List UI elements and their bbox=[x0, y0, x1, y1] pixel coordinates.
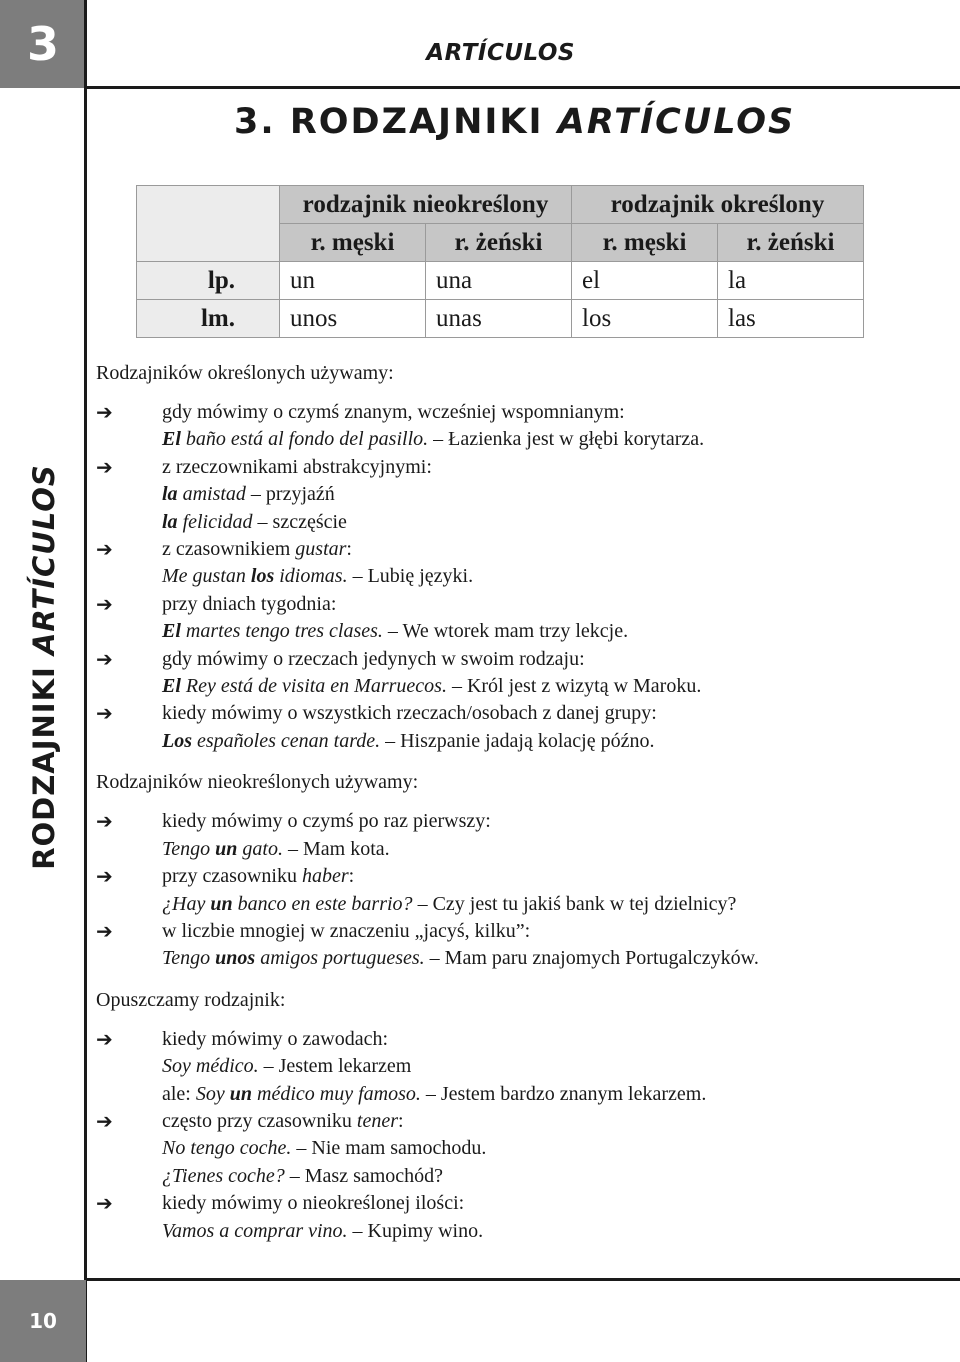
polish-text: – We wtorek mam trzy lekcje. bbox=[382, 620, 629, 643]
polish-text: w liczbie mnogiej w znaczeniu „jacyś, kilku”: bbox=[162, 919, 531, 942]
spanish-text: ¿Hay bbox=[162, 892, 211, 915]
list-item-lines bbox=[162, 918, 936, 973]
arrow-bullet-icon: ➔ bbox=[96, 918, 113, 943]
list-item bbox=[96, 700, 936, 755]
page-title bbox=[234, 102, 795, 142]
page-number-box bbox=[0, 1280, 86, 1362]
arrow-bullet-icon: ➔ bbox=[96, 646, 113, 671]
example-line bbox=[162, 481, 936, 508]
table-row bbox=[137, 262, 864, 300]
section-heading: Rodzajników określonych używamy: bbox=[96, 362, 394, 384]
side-title-italic: ARTÍCULOS bbox=[27, 464, 61, 656]
table-header-row bbox=[137, 186, 864, 224]
rule-text bbox=[162, 1026, 936, 1053]
polish-text: : bbox=[348, 865, 355, 888]
polish-text: kiedy mówimy o czymś po raz pierwszy: bbox=[162, 810, 491, 833]
table-gender-header: r. męski bbox=[572, 224, 718, 262]
spanish-text: médico muy famoso. bbox=[252, 1082, 421, 1105]
article-highlight: un bbox=[215, 837, 238, 860]
polish-text: kiedy mówimy o wszystkich rzeczach/osobach z danej grupy: bbox=[162, 702, 657, 725]
list-item bbox=[96, 863, 936, 918]
section-gap bbox=[96, 973, 936, 987]
rule-text bbox=[162, 536, 936, 563]
spanish-text: Tengo bbox=[162, 947, 216, 970]
article-highlight: El bbox=[162, 428, 181, 451]
vertical-rule bbox=[84, 0, 87, 1362]
polish-text: – Czy jest tu jakiś bank w tej dzielnicy? bbox=[412, 892, 737, 915]
table-cell: unos bbox=[280, 300, 426, 338]
table-row-label: lp. bbox=[137, 262, 280, 300]
polish-text: z rzeczownikami abstrakcyjnymi: bbox=[162, 455, 432, 478]
running-header: ARTÍCULOS bbox=[426, 40, 575, 66]
polish-text: przy dniach tygodnia: bbox=[162, 592, 337, 615]
article-highlight: la bbox=[162, 483, 178, 506]
list-item-lines bbox=[162, 1190, 936, 1245]
spanish-text: felicidad bbox=[177, 510, 253, 533]
example-line bbox=[162, 891, 936, 918]
example-line bbox=[162, 728, 936, 755]
arrow-bullet-icon: ➔ bbox=[96, 809, 113, 834]
table-row-label: lm. bbox=[137, 300, 280, 338]
example-line bbox=[162, 1163, 936, 1190]
arrow-bullet-icon: ➔ bbox=[96, 1108, 113, 1133]
rule-text bbox=[162, 863, 936, 890]
list-item bbox=[96, 918, 936, 973]
table-cell: la bbox=[718, 262, 864, 300]
section-gap bbox=[96, 755, 936, 769]
list-item bbox=[96, 646, 936, 701]
page-number: 10 bbox=[29, 1309, 57, 1333]
spanish-text: gustar bbox=[295, 538, 347, 561]
example-line bbox=[162, 618, 936, 645]
table-cell: las bbox=[718, 300, 864, 338]
table-gender-header: r. żeński bbox=[718, 224, 864, 262]
spanish-text: banco en este barrio? bbox=[232, 892, 413, 915]
rule-text bbox=[162, 591, 936, 618]
example-line bbox=[162, 426, 936, 453]
polish-text: – Łazienka jest w głębi korytarza. bbox=[428, 428, 705, 451]
polish-text: kiedy mówimy o nieokreślonej ilości: bbox=[162, 1192, 465, 1215]
spanish-text: Soy bbox=[195, 1082, 230, 1105]
spanish-text: gato. bbox=[237, 837, 283, 860]
polish-text: – Nie mam samochodu. bbox=[291, 1137, 487, 1160]
spanish-text: tener bbox=[356, 1109, 399, 1132]
list-item bbox=[96, 1108, 936, 1190]
list-item bbox=[96, 536, 936, 591]
rule-text bbox=[162, 399, 936, 426]
spanish-text: baño está al fondo del pasillo. bbox=[180, 428, 429, 451]
list-item-lines bbox=[162, 536, 936, 591]
polish-text: przy czasowniku bbox=[162, 865, 302, 888]
example-line bbox=[162, 836, 936, 863]
article-highlight: El bbox=[162, 620, 181, 643]
list-item bbox=[96, 454, 936, 536]
list-item bbox=[96, 591, 936, 646]
article-highlight: un bbox=[229, 1082, 253, 1105]
list-item bbox=[96, 1190, 936, 1245]
rule-text bbox=[162, 918, 936, 945]
table-group-header: rodzajnik nieokreślony bbox=[280, 186, 572, 224]
arrow-bullet-icon: ➔ bbox=[96, 1026, 113, 1051]
list-item bbox=[96, 1026, 936, 1108]
list-item-lines bbox=[162, 1026, 936, 1108]
polish-text: – Lubię języki. bbox=[347, 565, 474, 588]
article-highlight: El bbox=[162, 675, 181, 698]
spanish-text: No tengo coche. bbox=[162, 1137, 292, 1160]
rule-list bbox=[96, 808, 936, 972]
chapter-number: 3 bbox=[26, 17, 59, 71]
polish-text: gdy mówimy o czymś znanym, wcześniej wspomnianym: bbox=[162, 401, 625, 423]
rule-text bbox=[162, 1190, 936, 1217]
example-line bbox=[162, 1135, 936, 1162]
list-item-lines bbox=[162, 863, 936, 918]
arrow-bullet-icon: ➔ bbox=[96, 591, 113, 616]
polish-text: gdy mówimy o rzeczach jedynych w swoim rodzaju: bbox=[162, 647, 585, 670]
table-cell: un bbox=[280, 262, 426, 300]
section-heading: Opuszczamy rodzajnik: bbox=[96, 988, 286, 1011]
table-gender-header: r. męski bbox=[280, 224, 426, 262]
list-item-lines bbox=[162, 454, 936, 536]
table-cell: los bbox=[572, 300, 718, 338]
rule-text bbox=[162, 808, 936, 835]
rules-content bbox=[96, 360, 936, 1245]
polish-text: : bbox=[346, 538, 352, 561]
side-title-normal: RODZAJNIKI bbox=[27, 655, 61, 870]
table-corner bbox=[137, 186, 280, 262]
rule-text bbox=[162, 1108, 936, 1135]
spanish-text: Rey está de visita en Marruecos. bbox=[180, 675, 447, 698]
spanish-text: españoles cenan tarde. bbox=[192, 729, 381, 752]
example-line bbox=[162, 563, 936, 590]
polish-text: – Jestem lekarzem bbox=[258, 1055, 412, 1078]
polish-text: – Jestem bardzo znanym lekarzem. bbox=[420, 1082, 707, 1105]
polish-text: : bbox=[398, 1109, 404, 1132]
polish-text: z czasownikiem bbox=[162, 538, 296, 561]
polish-text: – przyjaźń bbox=[245, 483, 335, 506]
list-item-lines bbox=[162, 1108, 936, 1190]
rule-text bbox=[162, 646, 936, 673]
arrow-bullet-icon: ➔ bbox=[96, 454, 113, 479]
arrow-bullet-icon: ➔ bbox=[96, 864, 113, 889]
example-line bbox=[162, 1053, 936, 1080]
page-title-italic: ARTÍCULOS bbox=[557, 102, 796, 142]
list-item-lines bbox=[162, 399, 936, 454]
arrow-bullet-icon: ➔ bbox=[96, 1191, 113, 1216]
table-cell: el bbox=[572, 262, 718, 300]
arrow-bullet-icon: ➔ bbox=[96, 400, 113, 424]
rule-text bbox=[162, 454, 936, 481]
example-line bbox=[162, 1081, 936, 1108]
rule-text bbox=[162, 700, 936, 727]
side-title-wrap bbox=[24, 464, 64, 870]
table-group-header: rodzajnik określony bbox=[572, 186, 864, 224]
example-line bbox=[162, 673, 936, 700]
polish-text: – Król jest z wizytą w Maroku. bbox=[446, 675, 702, 698]
polish-text: – Mam paru znajomych Portugalczyków. bbox=[424, 947, 759, 970]
table-cell: una bbox=[426, 262, 572, 300]
spanish-text: haber bbox=[301, 865, 349, 888]
list-item-lines bbox=[162, 700, 936, 755]
arrow-bullet-icon: ➔ bbox=[96, 537, 113, 562]
list-item-lines bbox=[162, 808, 936, 863]
chapter-number-box bbox=[0, 0, 86, 88]
list-item bbox=[96, 808, 936, 863]
rule-list bbox=[96, 1026, 936, 1245]
article-highlight: un bbox=[210, 892, 233, 915]
section-heading: Rodzajników nieokreślonych używamy: bbox=[96, 771, 419, 794]
list-item-lines bbox=[162, 591, 936, 646]
spanish-text: amigos portugueses. bbox=[255, 947, 425, 970]
polish-text: często przy czasowniku bbox=[162, 1109, 357, 1132]
spanish-text: idiomas. bbox=[274, 565, 348, 588]
example-line bbox=[162, 1218, 936, 1245]
table-row bbox=[137, 300, 864, 338]
polish-text: ale: bbox=[162, 1082, 196, 1105]
spanish-text: Me gustan bbox=[162, 565, 251, 588]
arrow-bullet-icon: ➔ bbox=[96, 701, 113, 726]
list-item bbox=[96, 399, 936, 454]
polish-text: – szczęście bbox=[252, 510, 347, 533]
article-highlight: los bbox=[250, 565, 275, 588]
polish-text: kiedy mówimy o zawodach: bbox=[162, 1027, 389, 1050]
side-title bbox=[27, 464, 61, 870]
article-highlight: la bbox=[162, 510, 178, 533]
spanish-text: ¿Tienes coche? bbox=[162, 1164, 285, 1187]
bottom-rule bbox=[84, 1278, 960, 1281]
example-line bbox=[162, 945, 936, 972]
spanish-text: Tengo bbox=[162, 837, 216, 860]
articles-table bbox=[136, 185, 864, 338]
list-item-lines bbox=[162, 646, 936, 701]
table-gender-header: r. żeński bbox=[426, 224, 572, 262]
article-highlight: unos bbox=[215, 947, 256, 970]
rule-list bbox=[96, 399, 936, 755]
polish-text: – Hiszpanie jadają kolację późno. bbox=[380, 729, 655, 752]
polish-text: – Masz samochód? bbox=[284, 1164, 444, 1187]
spanish-text: amistad bbox=[177, 483, 246, 506]
table-cell: unas bbox=[426, 300, 572, 338]
spanish-text: Soy médico. bbox=[162, 1055, 259, 1078]
top-rule bbox=[84, 86, 960, 89]
article-highlight: Los bbox=[162, 729, 192, 752]
spanish-text: Vamos a comprar vino. bbox=[162, 1219, 348, 1242]
polish-text: – Kupimy wino. bbox=[347, 1219, 484, 1242]
polish-text: – Mam kota. bbox=[282, 837, 390, 860]
example-line bbox=[162, 509, 936, 536]
spanish-text: martes tengo tres clases. bbox=[180, 620, 383, 643]
page-title-normal: 3. RODZAJNIKI bbox=[234, 102, 558, 142]
